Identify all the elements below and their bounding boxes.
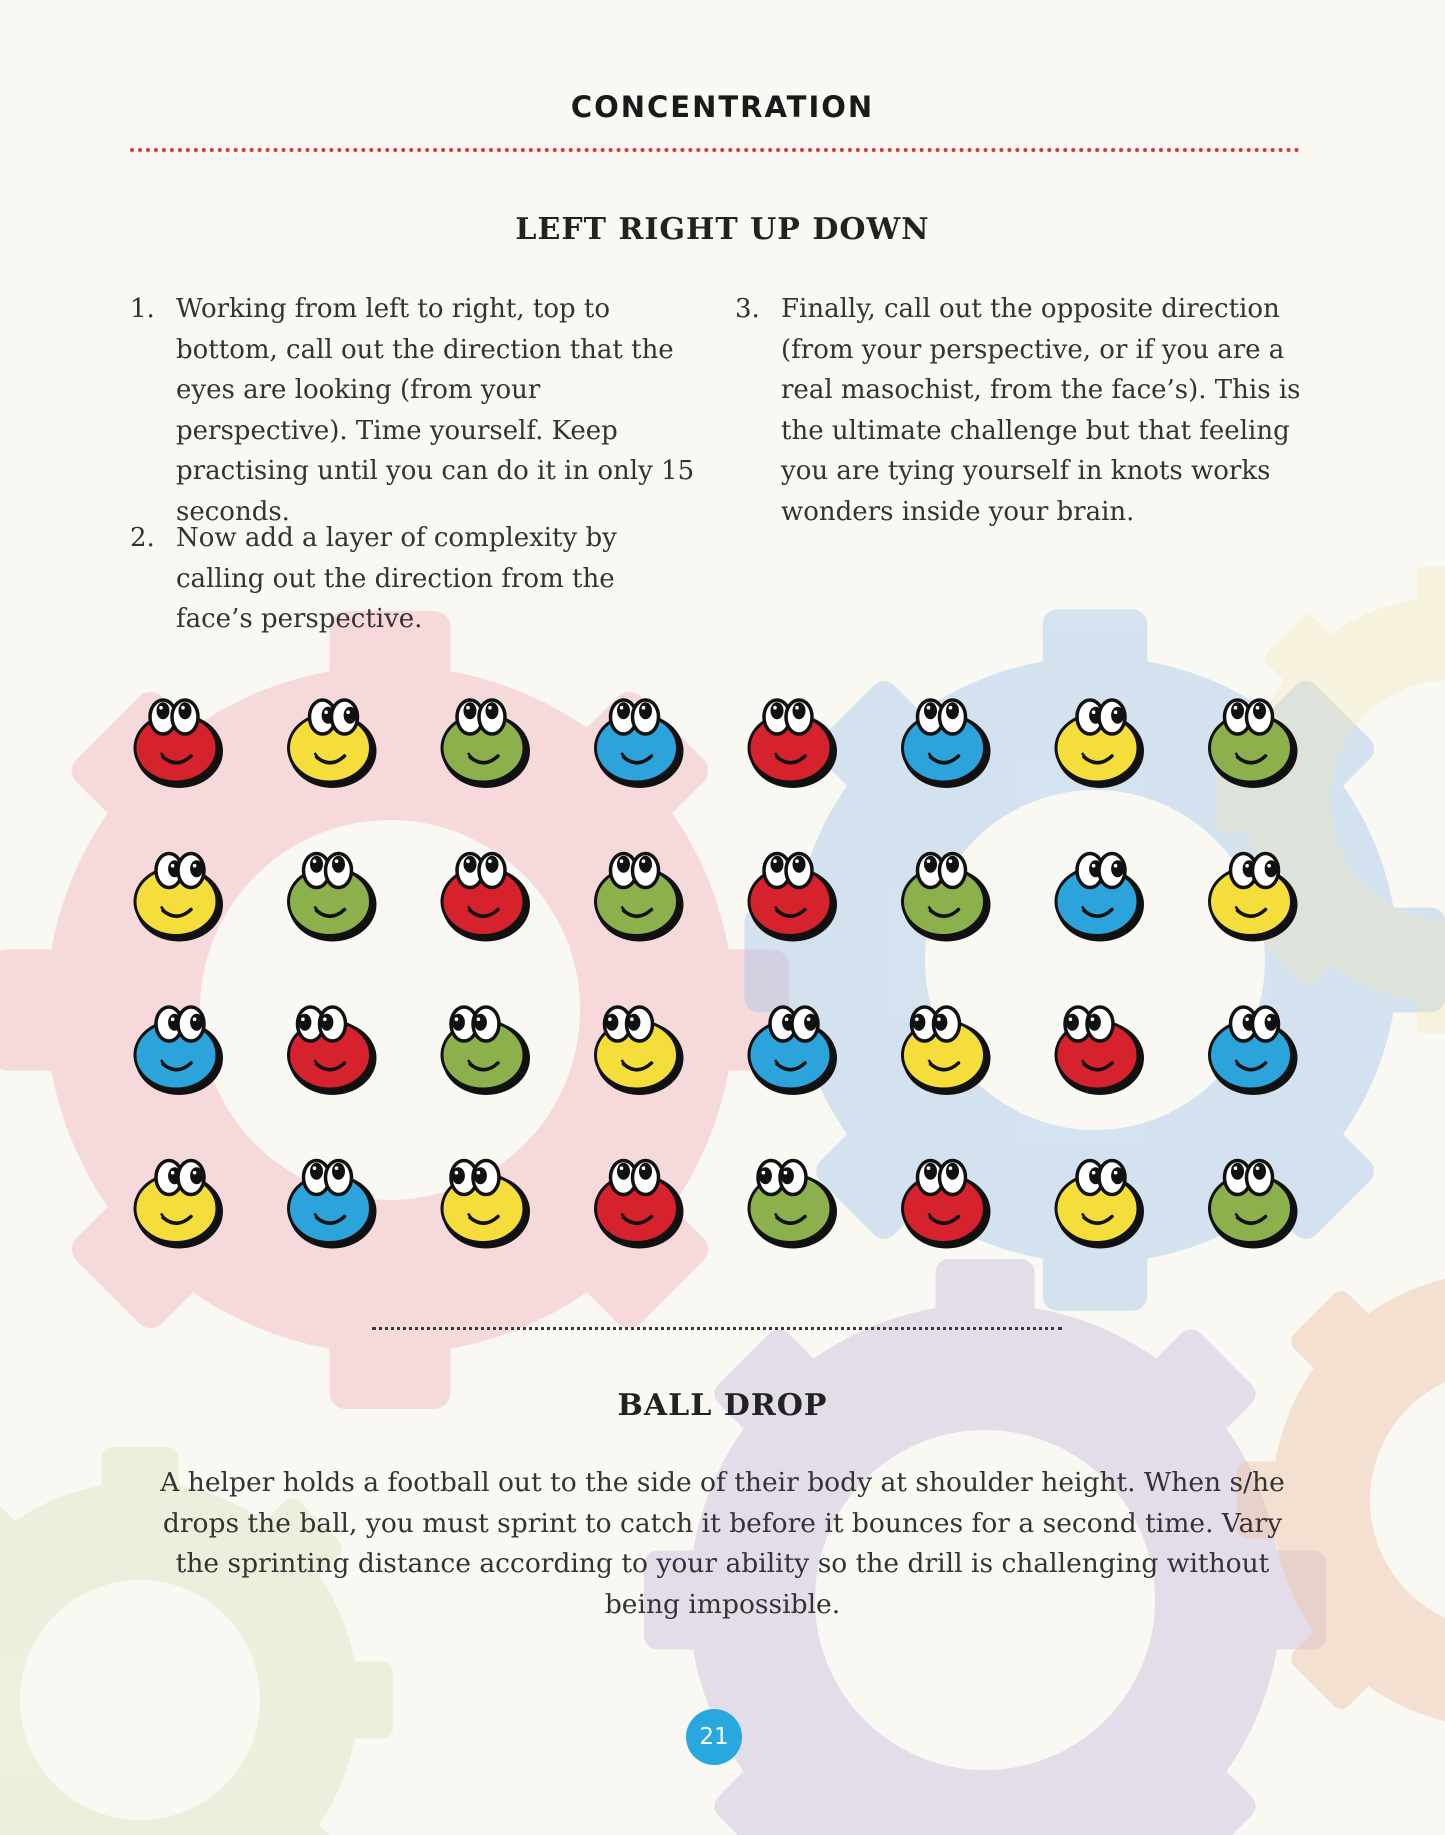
step-number: 2. — [130, 523, 155, 553]
face-yellow-looking-left — [903, 1007, 991, 1095]
face-yellow-looking-left — [442, 1161, 530, 1249]
face-red-looking-up — [135, 700, 223, 788]
face-yellow-looking-right — [289, 700, 377, 788]
face-red-looking-left — [1056, 1007, 1144, 1095]
face-blue-looking-up — [903, 700, 991, 788]
face-red-looking-up — [749, 700, 837, 788]
face-green-looking-up — [1210, 1161, 1298, 1249]
face-red-looking-up — [903, 1161, 991, 1249]
step-number: 3. — [735, 294, 760, 324]
face-blue-looking-right — [749, 1007, 837, 1095]
exercise-title-ball-drop: BALL DROP — [617, 1388, 828, 1423]
face-green-looking-up — [903, 854, 991, 942]
page-number-badge: 21 — [686, 1709, 742, 1765]
face-yellow-looking-right — [135, 1161, 223, 1249]
face-blue-looking-up — [289, 1161, 377, 1249]
step-text: Finally, call out the opposite direction (from your perspective, or if you are a real masochist, from the face’s). This is the ultimate challenge but that feeling you are tying yourself in knots works wonders inside your brain. — [781, 294, 1301, 527]
face-red-looking-up — [749, 854, 837, 942]
face-green-looking-up — [596, 854, 684, 942]
step-number: 1. — [130, 294, 155, 324]
face-green-looking-up — [442, 700, 530, 788]
face-blue-looking-up — [596, 700, 684, 788]
step-text: Working from left to right, top to bottom, call out the direction that the eyes are looking (from your perspective). Time yourself. Keep practising until you can do it in only 15 seconds. — [176, 294, 695, 527]
face-yellow-looking-left — [596, 1007, 684, 1095]
step-text: Now add a layer of complexity by calling out the direction from the face’s perspective. — [176, 523, 617, 634]
face-green-looking-left — [442, 1007, 530, 1095]
face-blue-looking-right — [1210, 1007, 1298, 1095]
face-yellow-looking-right — [135, 854, 223, 942]
face-yellow-looking-right — [1056, 700, 1144, 788]
ball-drop-description: A helper holds a football out to the side of their body at shoulder height. When s/he drops the ball, you must sprint to catch it before it bounces for a second time. Vary the sprinting distance according to your ability so the drill is challenging without being impossible. — [160, 1467, 1285, 1620]
face-green-looking-left — [749, 1161, 837, 1249]
face-blue-looking-right — [135, 1007, 223, 1095]
section-header: CONCENTRATION — [570, 90, 875, 124]
face-yellow-looking-right — [1210, 854, 1298, 942]
exercise-title-left-right-up-down: LEFT RIGHT UP DOWN — [515, 212, 930, 247]
face-green-looking-up — [289, 854, 377, 942]
section-divider — [372, 1327, 1062, 1330]
face-red-looking-left — [289, 1007, 377, 1095]
face-blue-looking-right — [1056, 854, 1144, 942]
face-red-looking-up — [596, 1161, 684, 1249]
face-yellow-looking-right — [1056, 1161, 1144, 1249]
face-red-looking-up — [442, 854, 530, 942]
face-green-looking-up — [1210, 700, 1298, 788]
